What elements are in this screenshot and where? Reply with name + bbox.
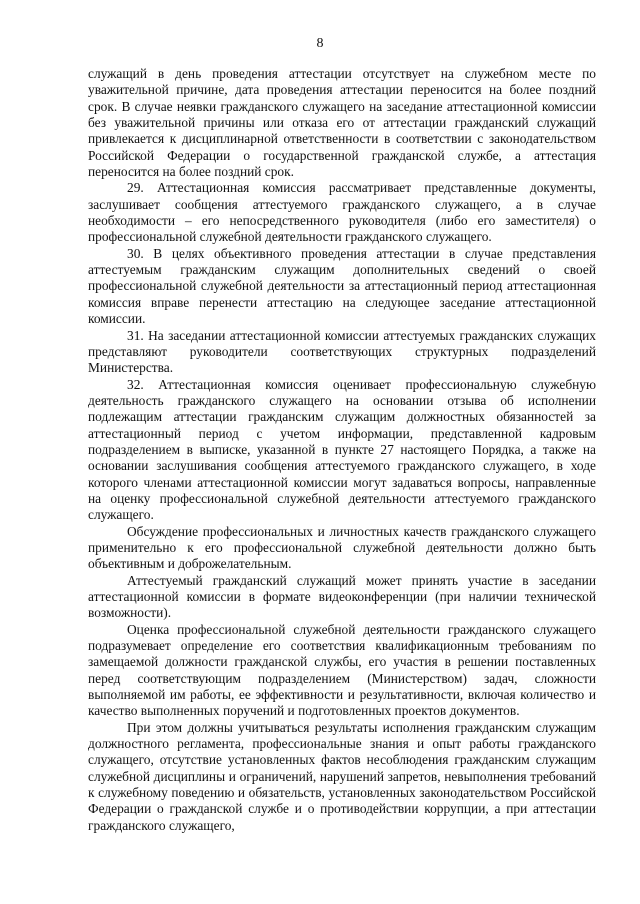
paragraph-item-31: 31. На заседании аттестационной комиссии аттестуемых гражданских служащих представляют руководители соответствующих структурных подразделений Министерства. xyxy=(88,327,596,376)
paragraph-evaluation: Оценка профессиональной служебной деятельности гражданского служащего подразумевает определение его соответствия квалификационным требованиям по замещаемой должности гражданской службы, его участия в решении поставленных перед соответствующим подразделением (Министерством) задач, сложности выполняемой им работы, ее эффективности и результативности, включая количество и качество выполненных поручений и подготовленных проектов документов. xyxy=(88,621,596,719)
document-body xyxy=(88,66,596,834)
paragraph-item-29: 29. Аттестационная комиссия рассматривает представленные документы, заслушивает сообщения аттестуемого гражданского служащего, а в случае необходимости – его непосредственного руководителя (либо его заместителя) о профессиональной служебной деятельности гражданского служащего. xyxy=(88,180,596,245)
paragraph-item-30: 30. В целях объективного проведения аттестации в случае представления аттестуемым гражданским служащим дополнительных сведений о своей профессиональной служебной деятельности за аттестационный период аттестационная комиссия вправе перенести аттестацию на следующее заседание аттестационной комиссии. xyxy=(88,245,596,327)
paragraph-item-32: 32. Аттестационная комиссия оценивает профессиональную служебную деятельность гражданского служащего на основании отзыва об исполнении подлежащим аттестации гражданским служащим должностных обязанностей за аттестационный период с учетом информации, представленной кадровым подразделением в выписке, указанной в пункте 27 настоящего Порядка, а также на основании заслушивания сообщения аттестуемого гражданского служащего, в ходе которого членами аттестационной комиссии могут задаваться вопросы, направленные на оценку профессиональной служебной деятельности аттестуемого гражданского служащего. xyxy=(88,376,596,523)
paragraph-discussion: Обсуждение профессиональных и личностных качеств гражданского служащего применительно к его профессиональной служебной деятельности должно быть объективным и доброжелательным. xyxy=(88,523,596,572)
paragraph-continuation: служащий в день проведения аттестации отсутствует на служебном месте по уважительной причине, дата проведения аттестации переносится на более поздний срок. В случае неявки гражданского служащего на заседание аттестационной комиссии без уважительной причины или отказа его от аттестации гражданский служащий привлекается к дисциплинарной ответственности в соответствии с законодательством Российской Федерации о государственной гражданской службе, а аттестация переносится на более поздний срок. xyxy=(88,66,596,180)
paragraph-videoconference: Аттестуемый гражданский служащий может принять участие в заседании аттестационной комиссии в формате видеоконференции (при наличии технической возможности). xyxy=(88,572,596,621)
paragraph-considerations: При этом должны учитываться результаты исполнения гражданским служащим должностного регламента, профессиональные знания и опыт работы гражданского служащего, отсутствие установленных фактов несоблюдения гражданским служащим служебной дисциплины и ограничений, нарушений запретов, невыполнения требований к служебному поведению и обязательств, установленных законодательством Российской Федерации о гражданской службе и о противодействии коррупции, а при аттестации гражданского служащего, xyxy=(88,719,596,833)
page-number: 8 xyxy=(316,36,324,51)
